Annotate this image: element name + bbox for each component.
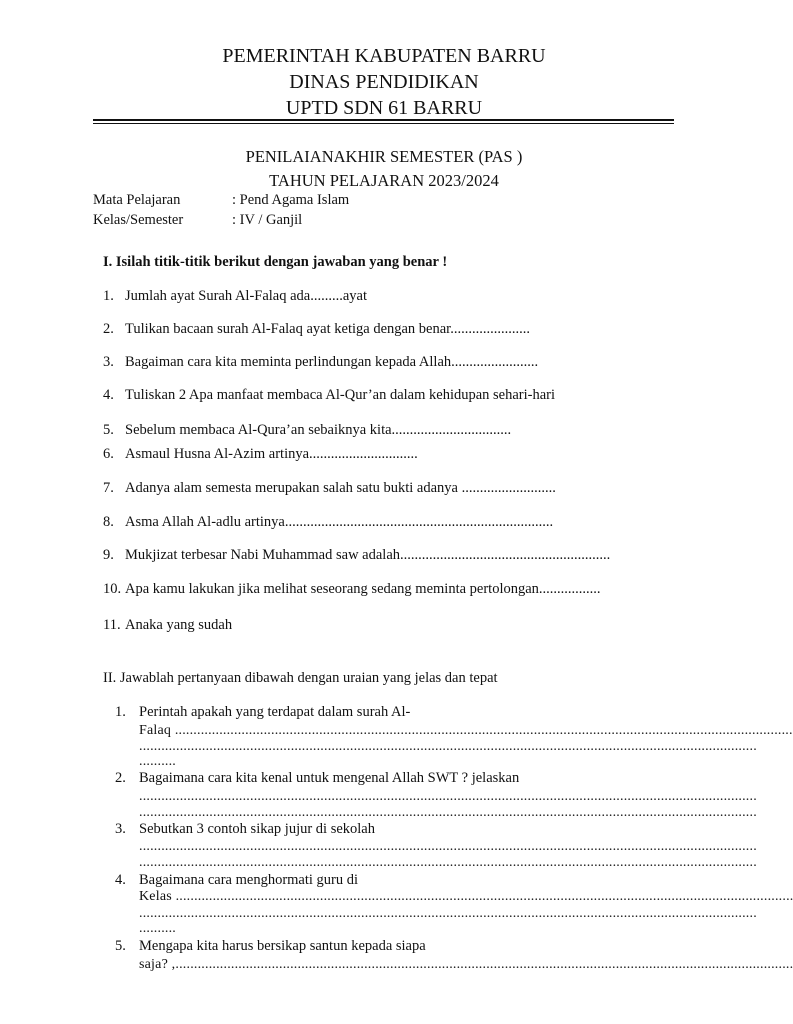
q6-number: 6. bbox=[103, 446, 114, 462]
q3-number: 3. bbox=[103, 354, 114, 370]
essay5-lead: saja? , bbox=[139, 957, 176, 972]
essay4-dots-1: ....................................................................................................................................................................... bbox=[175, 889, 793, 904]
header-government: PEMERINTAH KABUPATEN BARRU bbox=[222, 45, 546, 67]
essay2-question: Bagaimana cara kita kenal untuk mengenal Allah SWT ? jelaskan bbox=[139, 770, 520, 786]
essay3-number: 3. bbox=[115, 821, 126, 837]
q9-text: Mukjizat terbesar Nabi Muhammad saw adalah.......................................................... bbox=[125, 547, 611, 563]
essay1-question: Perintah apakah yang terdapat dalam surah Al- bbox=[139, 704, 411, 720]
q4-number: 4. bbox=[103, 387, 114, 403]
essay3-answer-line-1[interactable]: ....................................................................................................................................................................... bbox=[139, 839, 757, 854]
essay5-number: 5. bbox=[115, 938, 126, 954]
info-value-class: : IV / Ganjil bbox=[232, 212, 303, 228]
q11-text: Anaka yang sudah bbox=[125, 617, 233, 633]
q3-text: Bagaiman cara kita meminta perlindungan kepada Allah........................ bbox=[125, 354, 539, 370]
essay4-answer-line-3[interactable]: .......... bbox=[139, 921, 176, 936]
essay1-number: 1. bbox=[115, 704, 126, 720]
q8-number: 8. bbox=[103, 514, 114, 530]
essay1-lead: Falaq bbox=[139, 723, 175, 738]
essay1-answer-line-2[interactable]: ....................................................................................................................................................................... bbox=[139, 739, 757, 754]
q5-number: 5. bbox=[103, 422, 114, 438]
essay2-answer-line-1[interactable]: ....................................................................................................................................................................... bbox=[139, 789, 757, 804]
essay4-question: Bagaimana cara menghormati guru di bbox=[139, 872, 359, 888]
q11-number: 11. bbox=[103, 617, 121, 633]
info-label-class: Kelas/Semester bbox=[93, 212, 184, 228]
q2-text: Tulikan bacaan surah Al-Falaq ayat ketiga dengan benar...................... bbox=[125, 321, 530, 337]
essay1-answer-line-3[interactable]: .......... bbox=[139, 754, 176, 769]
essay4-number: 4. bbox=[115, 872, 126, 888]
q2-number: 2. bbox=[103, 321, 114, 337]
q5-text: Sebelum membaca Al-Qura’an sebaiknya kita................................. bbox=[125, 422, 512, 438]
header-department: DINAS PENDIDIKAN bbox=[289, 71, 479, 93]
essay5-dots-1: ....................................................................................................................................................................... bbox=[175, 957, 793, 972]
q1-text: Jumlah ayat Surah Al-Falaq ada.........ayat bbox=[125, 288, 368, 304]
section1-heading: I. Isilah titik-titik berikut dengan jawaban yang benar ! bbox=[103, 254, 448, 270]
q8-text: Asma Allah Al-adlu artinya.......................................................................... bbox=[125, 514, 554, 530]
q7-number: 7. bbox=[103, 480, 114, 496]
q9-number: 9. bbox=[103, 547, 114, 563]
essay4-answer-line-1[interactable] bbox=[139, 889, 793, 905]
essay1-dots-1: ....................................................................................................................................................................... bbox=[174, 723, 793, 738]
header-school: UPTD SDN 61 BARRU bbox=[285, 97, 483, 119]
q10-text: Apa kamu lakukan jika melihat seseorang sedang meminta pertolongan................. bbox=[125, 581, 601, 597]
header-rule-thick bbox=[93, 119, 674, 121]
exam-year: TAHUN PELAJARAN 2023/2024 bbox=[269, 171, 499, 190]
essay3-answer-line-2[interactable]: ....................................................................................................................................................................... bbox=[139, 855, 757, 870]
info-label-subject: Mata Pelajaran bbox=[93, 192, 181, 208]
essay4-lead: Kelas bbox=[139, 889, 176, 904]
essay2-answer-line-2[interactable]: ....................................................................................................................................................................... bbox=[139, 805, 757, 820]
info-value-subject: : Pend Agama Islam bbox=[232, 192, 350, 208]
q1-number: 1. bbox=[103, 288, 114, 304]
q7-text: Adanya alam semesta merupakan salah satu bukti adanya .......................... bbox=[125, 480, 556, 496]
essay5-answer-line-1[interactable] bbox=[139, 957, 793, 973]
essay4-answer-line-2[interactable]: ....................................................................................................................................................................... bbox=[139, 906, 757, 921]
essay5-question: Mengapa kita harus bersikap santun kepada siapa bbox=[139, 938, 426, 954]
exam-title: PENILAIANAKHIR SEMESTER (PAS ) bbox=[245, 147, 523, 166]
essay2-number: 2. bbox=[115, 770, 126, 786]
essay1-answer-line-1[interactable] bbox=[139, 723, 793, 739]
essay3-question: Sebutkan 3 contoh sikap jujur di sekolah bbox=[139, 821, 375, 837]
q6-text: Asmaul Husna Al-Azim artinya.............................. bbox=[125, 446, 418, 462]
header-rule-thin bbox=[93, 123, 674, 124]
section2-heading: II. Jawablah pertanyaan dibawah dengan uraian yang jelas dan tepat bbox=[103, 670, 498, 686]
q10-number: 10. bbox=[103, 581, 122, 597]
q4-text: Tuliskan 2 Apa manfaat membaca Al-Qur’an dalam kehidupan sehari-hari bbox=[125, 387, 556, 403]
